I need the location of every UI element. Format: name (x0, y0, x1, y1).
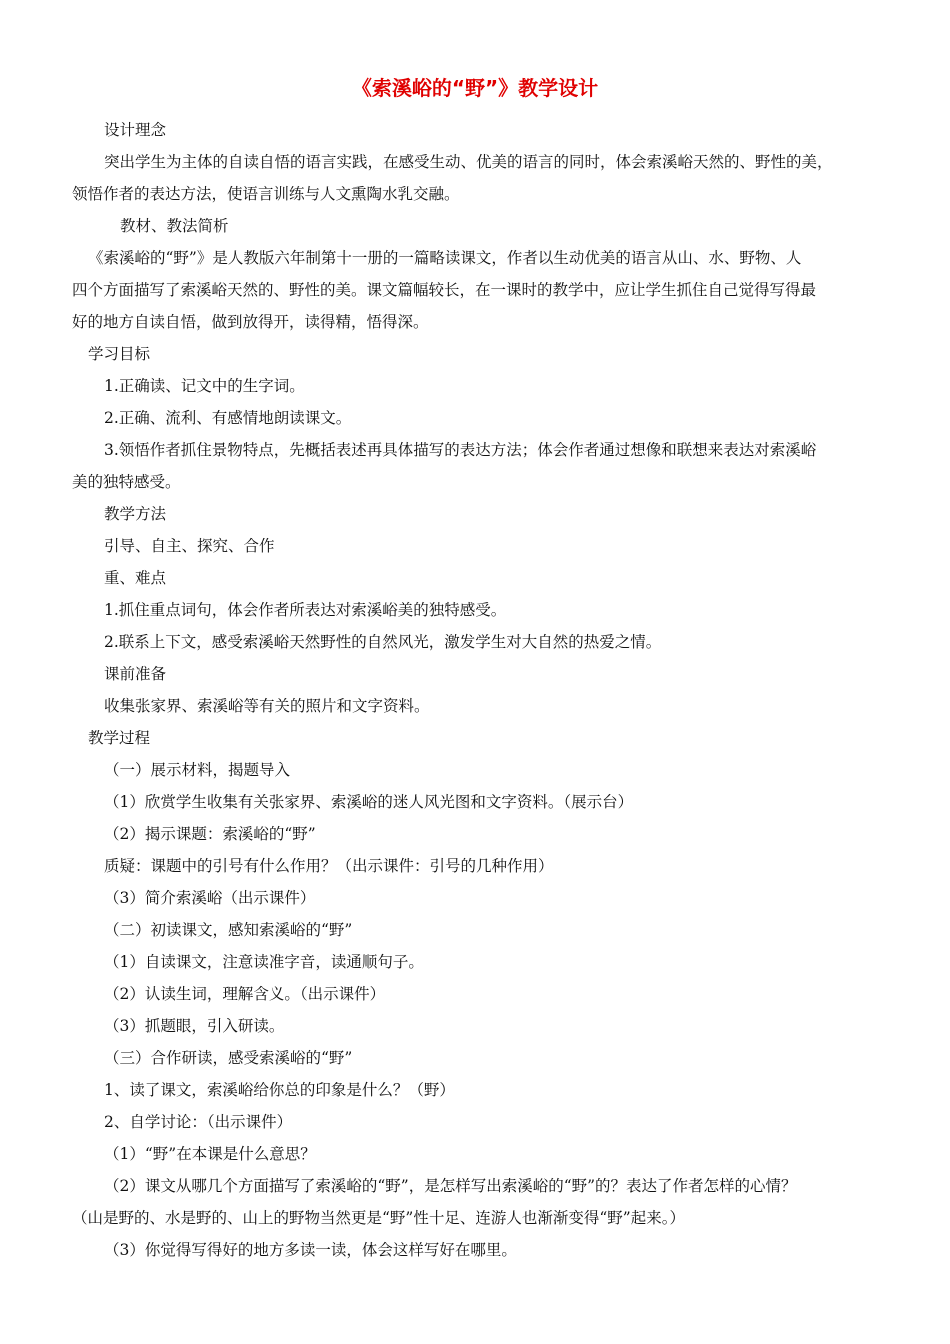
list-item: （2）课文从哪几个方面描写了索溪峪的“野”，是怎样写出索溪峪的“野”的？表达了作者怎样的心情？ (104, 1177, 797, 1195)
paragraph-line: 质疑：课题中的引号有什么作用？（出示课件：引号的几种作用） (104, 857, 554, 875)
section-heading-objectives: 学习目标 (88, 345, 151, 363)
section-heading-methods: 教学方法 (104, 505, 167, 523)
list-item: （1）自读课文，注意读准字音，读通顺句子。 (104, 953, 424, 971)
list-item: （3）简介索溪峪（出示课件） (104, 889, 316, 907)
paragraph-line: 四个方面描写了索溪峪天然的、野性的美。课文篇幅较长，在一课时的教学中，应让学生抓住自己觉得写得最 (72, 281, 817, 299)
list-item: 1.正确读、记文中的生字词。 (104, 377, 305, 395)
paragraph-line: 好的地方自读自悟，做到放得开，读得精，悟得深。 (72, 313, 429, 331)
list-item: （1）欣赏学生收集有关张家界、索溪峪的迷人风光图和文字资料。（展示台） (104, 793, 634, 811)
list-item: 2.联系上下文，感受索溪峪天然野性的自然风光，激发学生对大自然的热爱之情。 (104, 633, 662, 651)
list-item: （3）你觉得写得好的地方多读一读，体会这样写好在哪里。 (104, 1241, 517, 1259)
list-item: 1.抓住重点词句，体会作者所表达对索溪峪美的独特感受。 (104, 601, 507, 619)
list-item: 2.正确、流利、有感情地朗读课文。 (104, 409, 352, 427)
list-item: （3）抓题眼，引入研读。 (104, 1017, 285, 1035)
subsection-heading: （三）合作研读，感受索溪峪的“野” (104, 1049, 353, 1067)
paragraph-line: 收集张家界、索溪峪等有关的照片和文字资料。 (104, 697, 430, 715)
list-item: 3.领悟作者抓住景物特点，先概括表述再具体描写的表达方法；体会作者通过想像和联想来表达对索溪峪 (104, 441, 817, 459)
subsection-heading: （一）展示材料，揭题导入 (104, 761, 291, 779)
section-heading-key-points: 重、难点 (104, 569, 167, 587)
section-heading-design-concept: 设计理念 (104, 121, 167, 139)
list-item: （1）“野”在本课是什么意思？ (104, 1145, 316, 1163)
document-title: 《索溪峪的“野”》教学设计 (351, 76, 599, 100)
paragraph-line: （山是野的、水是野的、山上的野物当然更是“野”性十足、连游人也渐渐变得“野”起来。） (72, 1209, 685, 1227)
section-heading-process: 教学过程 (88, 729, 151, 747)
section-heading-preparation: 课前准备 (104, 665, 167, 683)
paragraph-line: 突出学生为主体的自读自悟的语言实践，在感受生动、优美的语言的同时，体会索溪峪天然的、野性的美， (104, 153, 833, 171)
list-item: 1、读了课文，索溪峪给你总的印象是什么？（野） (104, 1081, 455, 1099)
list-item: （2）揭示课题：索溪峪的“野” (104, 825, 316, 843)
paragraph-line: 《索溪峪的“野”》是人教版六年制第十一册的一篇略读课文，作者以生动优美的语言从山、水、野物、人 (88, 249, 802, 267)
paragraph-line: 领悟作者的表达方法，使语言训练与人文熏陶水乳交融。 (72, 185, 460, 203)
subsection-heading: （二）初读课文，感知索溪峪的“野” (104, 921, 353, 939)
paragraph-line: 美的独特感受。 (72, 473, 181, 491)
list-item: 2、自学讨论：（出示课件） (104, 1113, 293, 1131)
section-heading-materials: 教材、教法简析 (120, 217, 229, 235)
list-item: （2）认读生词，理解含义。（出示课件） (104, 985, 386, 1003)
paragraph-line: 引导、自主、探究、合作 (104, 537, 275, 555)
